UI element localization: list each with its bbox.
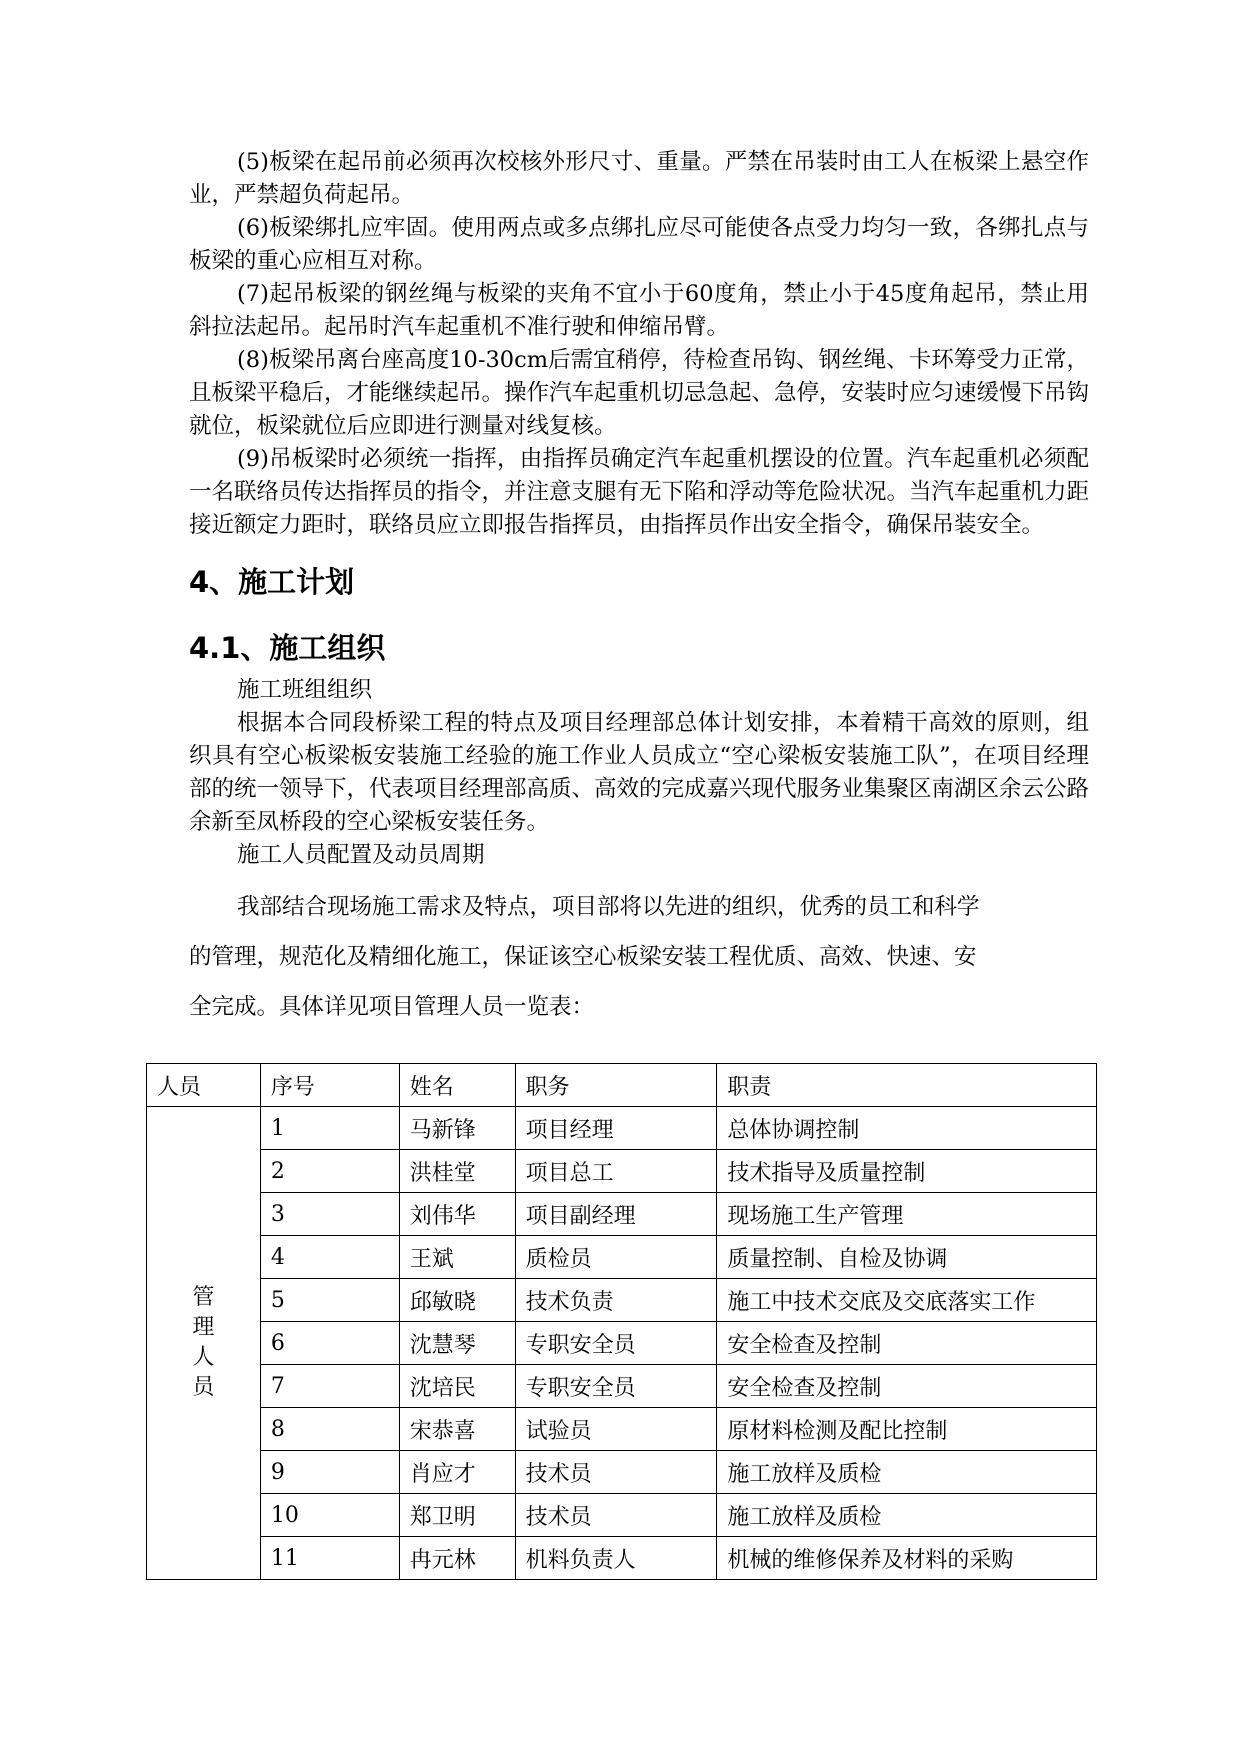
paragraph-9: (9)吊板梁时必须统一指挥，由指挥员确定汽车起重机摆设的位置。汽车起重机必须配一名联络员传达指挥员的指令，并注意支腿有无下陷和浮动等危险状况。当汽车起重机力距接近额定力距时，联络员应立即报告指挥员，由指挥员作出安全指令，确保吊装安全。 [189,446,1090,538]
subheading-team-organization: 施工班组组织 [237,677,373,703]
header-cell: 职务 [515,1064,717,1107]
table-cell: 专职安全员 [515,1365,717,1408]
staffing-line-2: 的管理，规范化及精细化施工，保证该空心板梁安装工程优质、高效、快速、安 [189,944,977,970]
table-cell: 质检员 [515,1236,717,1279]
paragraph-organization: 根据本合同段桥梁工程的特点及项目经理部总体计划安排，本着精干高效的原则，组织具有空心板梁板安装施工经验的施工作业人员成立“空心梁板安装施工队”，在项目经理部的统一领导下，代表项目经理部高质、高效的完成嘉兴现代服务业集聚区南湖区余云公路余新至凤桥段的空心梁板安装任务。 [189,710,1090,835]
table-cell: 安全检查及控制 [717,1365,1097,1408]
table-cell: 9 [260,1451,399,1494]
table-cell: 施工中技术交底及交底落实工作 [717,1279,1097,1322]
table-cell: 技术指导及质量控制 [717,1150,1097,1193]
group-label: 管理人员 [192,1285,215,1400]
table-cell: 1 [260,1107,399,1150]
table-cell: 马新锋 [399,1107,515,1150]
table-cell: 沈培民 [399,1365,515,1408]
group-cell [147,1107,261,1580]
table-cell: 5 [260,1279,399,1322]
table-row [147,1322,1097,1365]
table-cell: 6 [260,1322,399,1365]
table-cell: 2 [260,1150,399,1193]
table-cell: 试验员 [515,1408,717,1451]
table-cell: 施工放样及质检 [717,1494,1097,1537]
table-cell: 原材料检测及配比控制 [717,1408,1097,1451]
staff-table [146,1063,1097,1580]
table-row [147,1193,1097,1236]
table-row [147,1408,1097,1451]
staffing-line-3: 全完成。具体详见项目管理人员一览表： [189,994,595,1020]
table-cell: 质量控制、自检及协调 [717,1236,1097,1279]
table-cell: 项目总工 [515,1150,717,1193]
document-page [189,146,1089,1032]
paragraph-5: (5)板梁在起吊前必须再次校核外形尺寸、重量。严禁在吊装时由工人在板梁上悬空作业，严禁超负荷起吊。 [189,149,1089,208]
table-cell: 项目副经理 [515,1193,717,1236]
subheading-staffing: 施工人员配置及动员周期 [237,842,485,868]
staffing-line-1: 我部结合现场施工需求及特点，项目部将以先进的组织，优秀的员工和科学 [237,894,980,920]
table-cell: 肖应才 [399,1451,515,1494]
table-cell: 3 [260,1193,399,1236]
table-cell: 技术员 [515,1451,717,1494]
table-cell: 总体协调控制 [717,1107,1097,1150]
paragraph-6: (6)板梁绑扎应牢固。使用两点或多点绑扎应尽可能使各点受力均匀一致，各绑扎点与板梁的重心应相互对称。 [189,215,1089,274]
table-cell: 技术员 [515,1494,717,1537]
table-row [147,1494,1097,1537]
table-row [147,1236,1097,1279]
table-cell: 宋恭喜 [399,1408,515,1451]
table-cell: 施工放样及质检 [717,1451,1097,1494]
table-cell: 冉元林 [399,1537,515,1580]
table-cell: 邱敏晓 [399,1279,515,1322]
header-cell: 姓名 [399,1064,515,1107]
table-cell: 4 [260,1236,399,1279]
paragraph-8: (8)板梁吊离台座高度10-30cm后需宜稍停，待检查吊钩、钢丝绳、卡环筹受力正常，且板梁平稳后，才能继续起吊。操作汽车起重机切忌急起、急停，安装时应匀速缓慢下吊钩就位，板梁就位后应即进行测量对线复核。 [189,347,1090,439]
table-row [147,1150,1097,1193]
table-cell: 7 [260,1365,399,1408]
table-cell: 机械的维修保养及材料的采购 [717,1537,1097,1580]
table-cell: 洪桂堂 [399,1150,515,1193]
table-cell: 项目经理 [515,1107,717,1150]
table-cell: 沈慧琴 [399,1322,515,1365]
table-row [147,1537,1097,1580]
table-cell: 安全检查及控制 [717,1322,1097,1365]
table-cell: 10 [260,1494,399,1537]
table-cell: 机料负责人 [515,1537,717,1580]
table-cell: 技术负责 [515,1279,717,1322]
table-cell: 专职安全员 [515,1322,717,1365]
header-cell: 序号 [260,1064,399,1107]
table-header-row [147,1064,1097,1107]
table-cell: 郑卫明 [399,1494,515,1537]
table-cell: 8 [260,1408,399,1451]
table-cell: 刘伟华 [399,1193,515,1236]
subsection-heading: 4.1、施工组织 [189,631,386,665]
table-row [147,1365,1097,1408]
table-row [147,1279,1097,1322]
table-cell: 王斌 [399,1236,515,1279]
table-cell: 现场施工生产管理 [717,1193,1097,1236]
table-cell: 11 [260,1537,399,1580]
header-cell: 职责 [717,1064,1097,1107]
paragraph-7: (7)起吊板梁的钢丝绳与板梁的夹角不宜小于60度角，禁止小于45度角起吊，禁止用斜拉法起吊。起吊时汽车起重机不准行驶和伸缩吊臂。 [189,281,1089,340]
section-heading: 4、施工计划 [189,565,355,599]
table-row [147,1451,1097,1494]
table-row [147,1107,1097,1150]
header-cell: 人员 [147,1064,261,1107]
